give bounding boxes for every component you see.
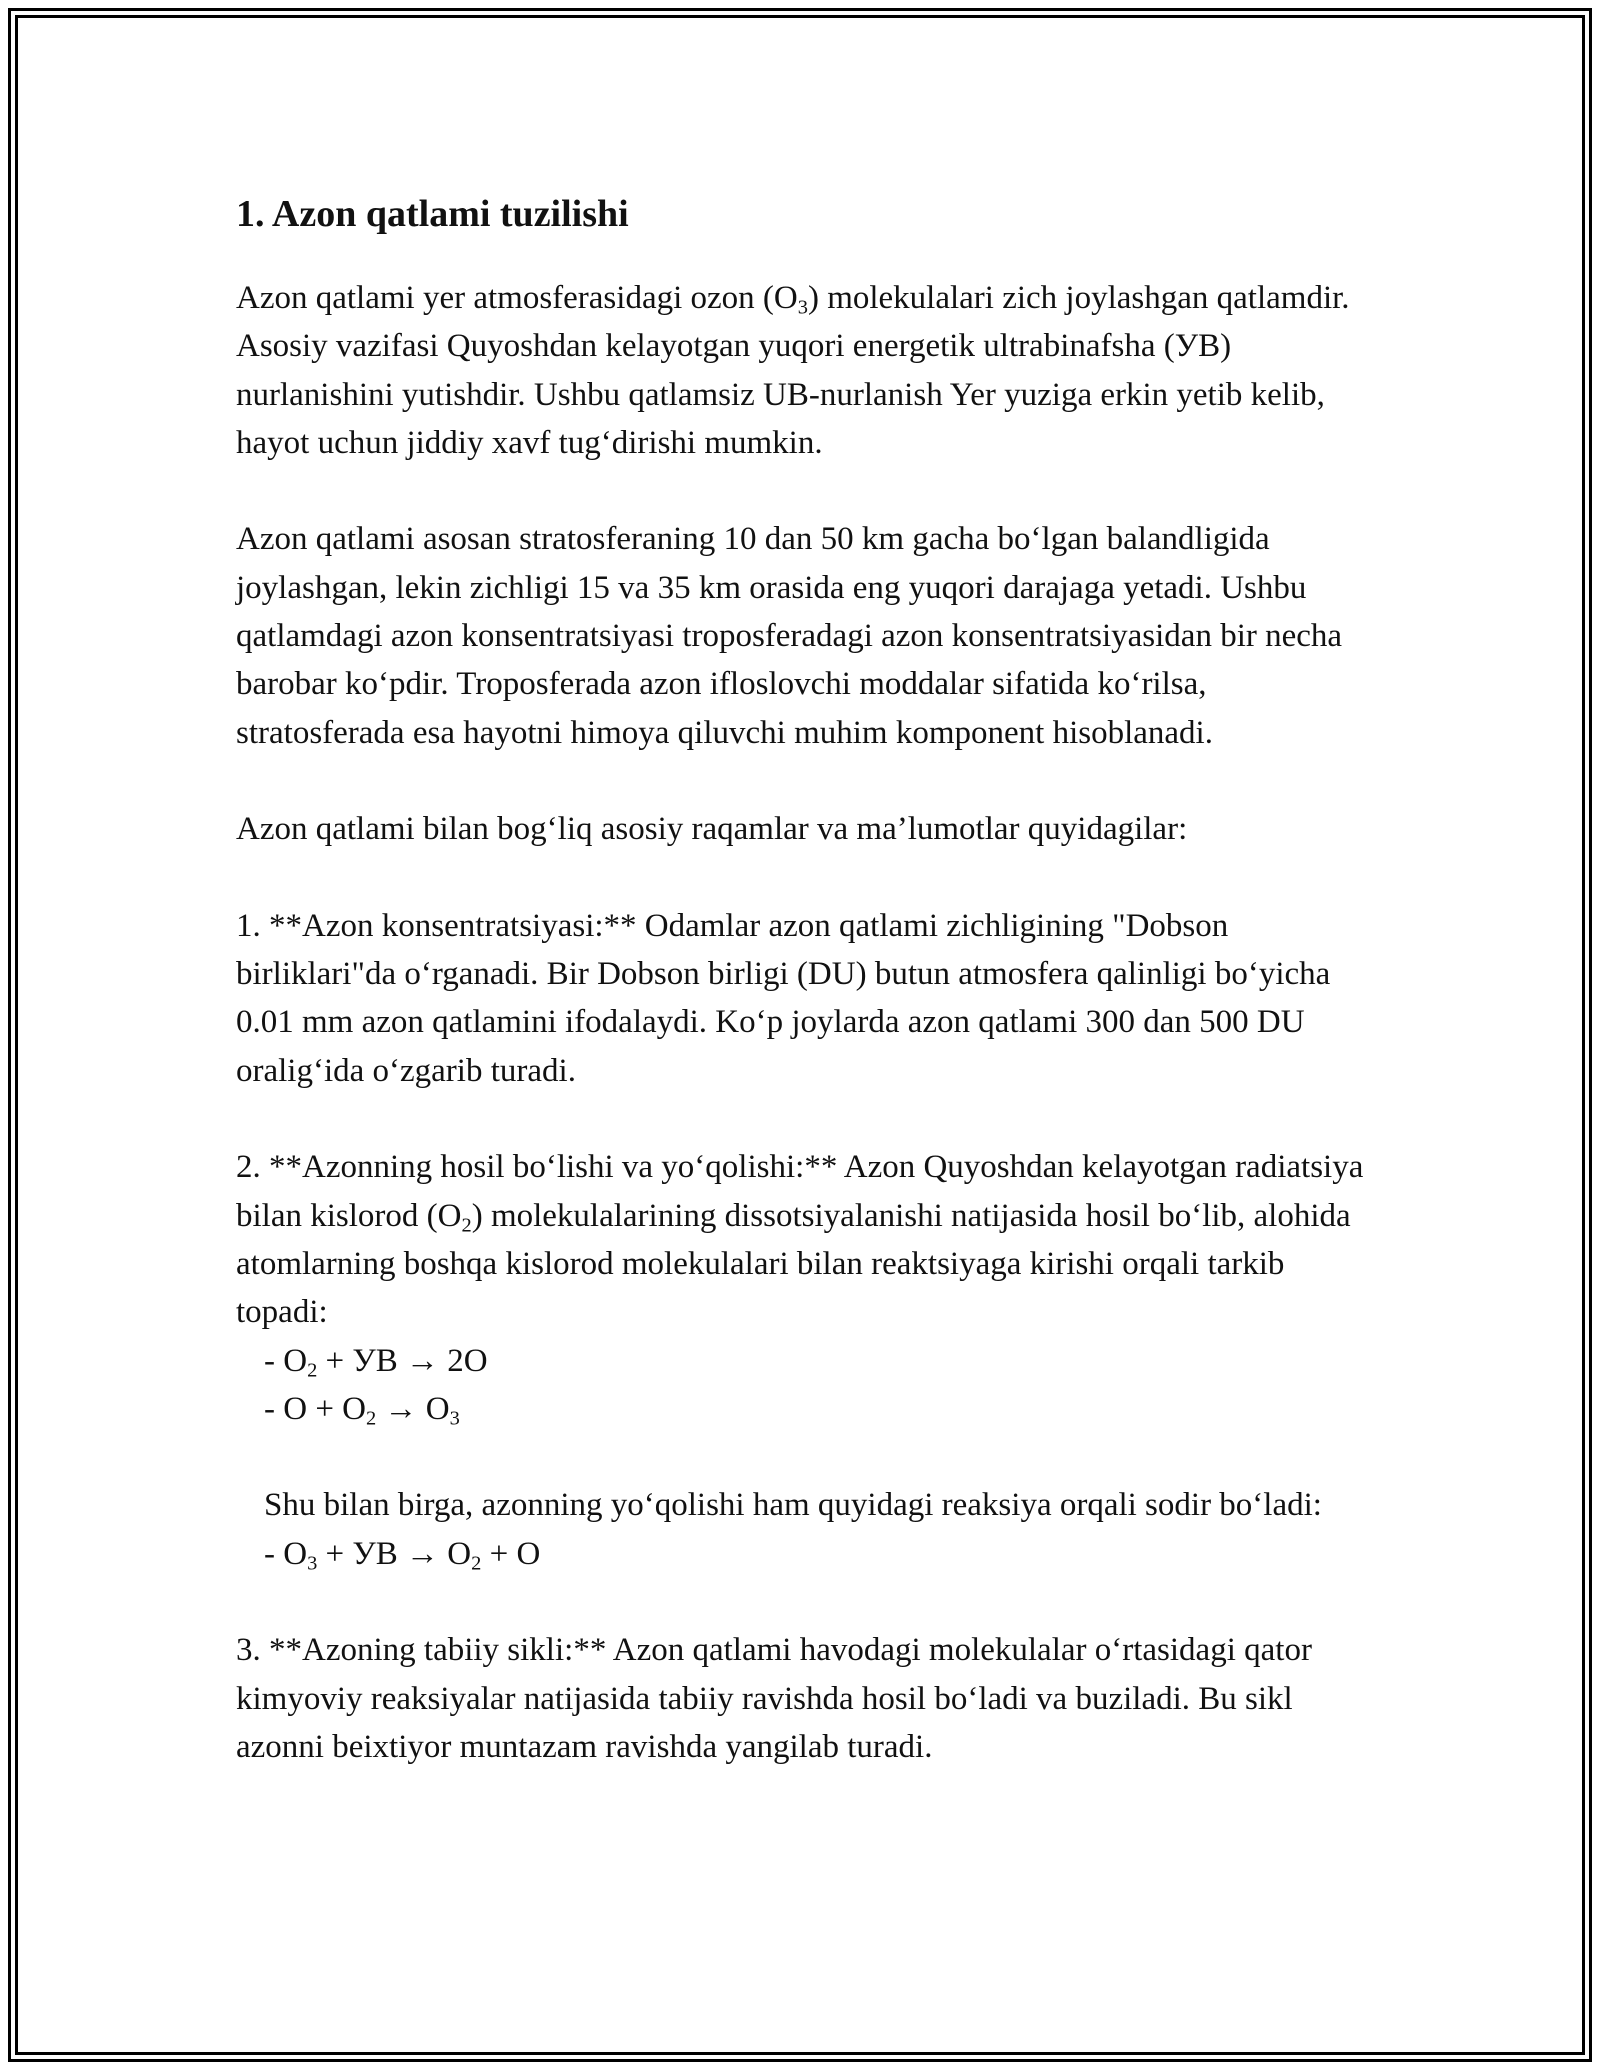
reaction-line-1 [236, 1337, 1366, 1385]
paragraph-location: Azon qatlami asosan stratosferaning 10 dan 50 km gacha bo‘lgan balandligida joylashgan, lekin zichligi 15 va 35 km orasida eng yuqori darajaga yetadi. Ushbu qatlamdagi azon konsentratsiyasi troposferadagi azon konsentratsiyasidan bir necha barobar ko‘pdir. Troposferada azon ifloslovchi moddalar sifatida ko‘rilsa, stratosferada esa hayotni himoya qiluvchi muhim komponent hisoblanadi. [236, 521, 1343, 751]
text-span: ) molekulalari zich joylashgan qatlamdir. Asosiy vazifasi Quyoshdan kelayotgan yuqori energetik ultrabinafsha (УВ) nurlanishini yutishdir. Ushbu qatlamsiz UB-nurlanish Yer yuziga erkin yetib kelib, hayot uchun jiddiy xavf tug‘dirishi mumkin. [236, 280, 1350, 461]
document-body [236, 188, 1366, 1771]
subscript: 2 [366, 1407, 377, 1430]
text-span: - O + O [264, 1390, 367, 1427]
reaction-line-3 [236, 1530, 1366, 1578]
text-span: ) molekulalarining dissotsiyalanishi natijasida hosil bo‘lib, alohida atomlarning boshqa kislorod molekulalari bilan reaktsiyaga kirishi orqali tarkib topadi: [236, 1197, 1351, 1331]
subscript: 3 [449, 1407, 460, 1430]
list-item-cycle: 3. **Azoning tabiiy sikli:** Azon qatlami havodagi molekulalar o‘rtasidagi qator kimyoviy reaksiyalar natijasida tabiiy ravishda hosil bo‘ladi va buziladi. Bu sikl azonni beixtiyor muntazam ravishda yangilab turadi. [236, 1632, 1312, 1765]
text-span: + УВ → O [317, 1535, 472, 1572]
text-span: + O [481, 1535, 541, 1572]
paragraph-intro [236, 274, 1366, 467]
text-span: + УВ → 2O [317, 1342, 488, 1379]
section-heading: 1. Azon qatlami tuzilishi [236, 193, 629, 235]
text-span: Azon qatlami yer atmosferasidagi ozon (O [236, 280, 798, 316]
paragraph-decay: Shu bilan birga, azonning yo‘qolishi ham quyidagi reaksiya orqali sodir bo‘ladi: [264, 1487, 1322, 1524]
text-span: 2. **Azonning hosil bo‘lishi va yo‘qolishi:** Azon Quyoshdan kelayotgan radiatsiya bilan kislorod (O [236, 1149, 1364, 1234]
subscript: 2 [471, 1552, 482, 1575]
reaction-line-2 [236, 1385, 1366, 1433]
paragraph-list-intro: Azon qatlami bilan bog‘liq asosiy raqamlar va ma’lumotlar quyidagilar: [236, 811, 1188, 848]
text-span: → O [376, 1390, 450, 1427]
list-item-concentration: 1. **Azon konsentratsiyasi:** Odamlar azon qatlami zichligining "Dobson birliklari"da o‘rganadi. Bir Dobson birligi (DU) butun atmosfera qalinligi bo‘yicha 0.01 mm azon qatlamini ifodalaydi. Ko‘p joylarda azon qatlami 300 dan 500 DU oralig‘ida o‘zgarib turadi. [236, 907, 1331, 1089]
subscript: 3 [797, 296, 808, 319]
subscript: 2 [461, 1214, 472, 1237]
subscript: 3 [307, 1552, 318, 1575]
text-span: - O [264, 1342, 308, 1379]
subscript: 2 [307, 1359, 318, 1382]
list-item-formation [236, 1143, 1366, 1336]
text-span: - O [264, 1535, 308, 1572]
